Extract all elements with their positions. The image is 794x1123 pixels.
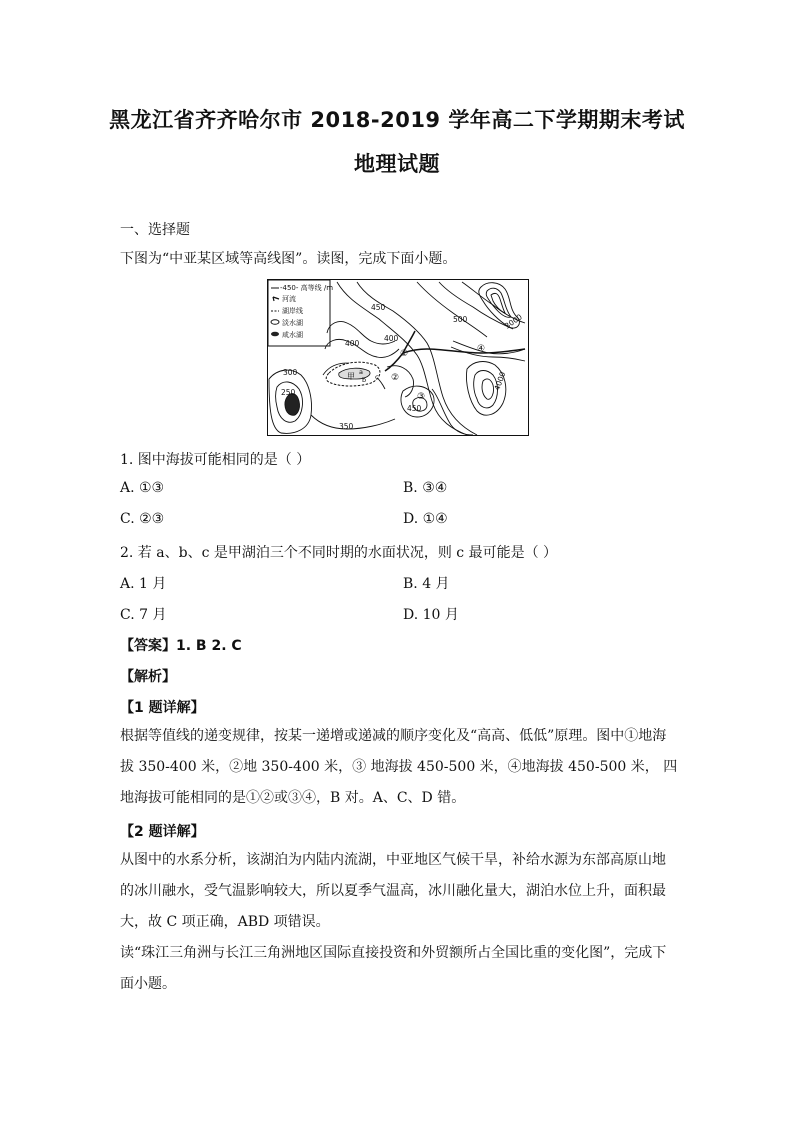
question-2-option-a: A. 1 月 [120,576,167,592]
contour-label-4000: 4000 [492,370,508,392]
point-3-label: ③ [417,392,426,402]
question-1-option-b: B. ③④ [403,480,448,496]
intro-text-1: 下图为“中亚某区域等高线图”。读图，完成下面小题。 [120,251,457,267]
contour-label-250: 250 [281,388,296,397]
question-1-stem: 1. 图中海拔可能相同的是（ ） [120,452,311,468]
analysis-heading: 【解析】 [120,669,176,685]
legend-freshwater-label: 淡水湖 [282,319,303,327]
question-2-stem: 2. 若 a、b、c 是甲湖泊三个不同时期的水面状况，则 c 最可能是（ ） [120,545,558,561]
detail-2-heading: 【2 题详解】 [120,824,205,840]
detail-1-heading: 【1 题详解】 [120,700,205,716]
contour-label-500: 500 [453,315,468,324]
contour-label-3000: 3000 [502,312,524,331]
legend-shoreline-label: 湖岸线 [282,307,303,315]
question-2-option-c: C. 7 月 [120,607,167,623]
legend-saltwater-label: 咸水湖 [282,331,303,339]
point-2-label: ② [391,373,400,383]
question-2-option-d: D. 10 月 [403,607,459,623]
lake-level-a-label: a [359,368,363,376]
contour-map-figure [267,279,529,436]
legend-river-label: 河流 [282,295,296,303]
freshwater-lake-icon [271,320,279,325]
lake-level-c-label: c [375,373,379,381]
detail-1-text: 根据等值线的递变规律，按某一递增或递减的顺序变化及“高高、低低”原理。图中①地海拔 350-400 米，②地 350-400 米，③ 地海拔 450-500 米，④地海拔 450-500 米， 四地海拔可能相同的是①②或③④，B 对。A、C、D 错。 [120,728,678,806]
question-2-option-b: B. 4 月 [403,576,450,592]
contour-label-450-north: 450 [371,303,386,312]
section-heading: 一、选择题 [120,222,190,238]
contour-label-350: 350 [339,422,354,431]
question-1-option-a: A. ①③ [120,480,165,496]
lake-level-b-label: b [362,376,367,384]
detail-2-text: 从图中的水系分析，该湖泊为内陆内流湖，中亚地区气候干旱，补给水源为东部高原山地的冰川融水，受气温影响较大，所以夏季气温高，冰川融化量大，湖泊水位上升，面积最大，故 C 项正确，ABD 项错误。 [120,852,666,930]
contour-label-300: 300 [283,368,298,377]
point-1-label: ① [400,349,409,359]
intro-text-2: 读“珠江三角洲与长江三角洲地区国际直接投资和外贸额所占全国比重的变化图”，完成下面小题。 [120,945,667,992]
answer-line: 【答案】1. B 2. C [120,638,242,654]
contour-label-400-west: 400 [345,339,360,348]
exam-title: 黑龙江省齐齐哈尔市 2018-2019 学年高二下学期期末考试 [109,108,685,132]
legend-contour-label: -450- 高等线 /m [280,284,334,292]
saltwater-lake-icon [271,332,279,337]
question-1-option-c: C. ②③ [120,511,165,527]
contour-label-450-south: 450 [407,404,422,413]
question-1-option-d: D. ①④ [403,511,448,527]
lake-jia-label: 甲 [347,372,355,381]
contour-label-400-east: 400 [384,334,399,343]
exam-subtitle: 地理试题 [354,152,440,176]
point-4-label: ④ [477,344,486,354]
